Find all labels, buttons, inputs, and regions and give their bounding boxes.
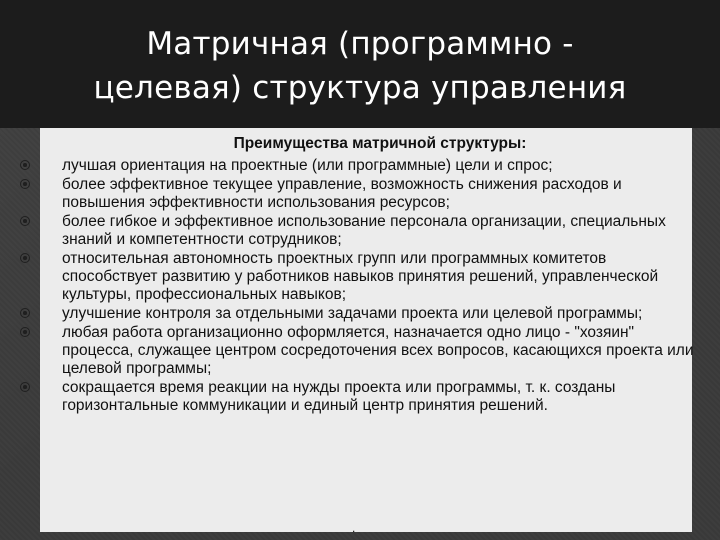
- title-line-1: Матричная (программно -: [146, 26, 574, 62]
- bullet-text: относительная автономность проектных групп или программных комитетов способствует развитию у работников навыков принятия решений, управленческой культуры, профессиональных навыков;: [62, 250, 659, 303]
- footnote-dot: .: [352, 521, 356, 535]
- list-item: [0, 157, 700, 175]
- bullet-text: улучшение контроля за отдельными задачами проекта или целевой программы;: [62, 305, 643, 322]
- list-item: [0, 305, 700, 323]
- bullet-text: любая работа организационно оформляется, назначается одно лицо - "хозяин" процесса, служащее центром сосредоточения всех вопросов, касающихся проекта или целевой программы;: [62, 324, 694, 377]
- bullet-text: более эффективное текущее управление, возможность снижения расходов и повышения эффективности использования ресурсов;: [62, 176, 622, 211]
- bullet-text: сокращается время реакции на нужды проекта или программы, т. к. созданы горизонтальные коммуникации и единый центр принятия решений.: [62, 379, 616, 414]
- bullet-text: лучшая ориентация на проектные (или программные) цели и спрос;: [62, 157, 553, 174]
- title-line-2: целевая) структура управления: [93, 70, 627, 106]
- circled-dot-icon: [20, 253, 30, 263]
- list-item: [0, 324, 700, 378]
- list-item: [0, 176, 700, 212]
- bullet-text: более гибкое и эффективное использование персонала организации, специальных знаний и компетентности сотрудников;: [62, 213, 666, 248]
- list-item: [0, 250, 700, 304]
- slide-title: [40, 22, 680, 110]
- list-item: [0, 213, 700, 249]
- subheading: Преимущества матричной структуры:: [233, 135, 527, 152]
- circled-dot-icon: [20, 327, 30, 337]
- list-item: [0, 379, 700, 415]
- circled-dot-icon: [20, 179, 30, 189]
- circled-dot-icon: [20, 160, 30, 170]
- circled-dot-icon: [20, 216, 30, 226]
- circled-dot-icon: [20, 382, 30, 392]
- bullet-list: [0, 157, 700, 416]
- circled-dot-icon: [20, 308, 30, 318]
